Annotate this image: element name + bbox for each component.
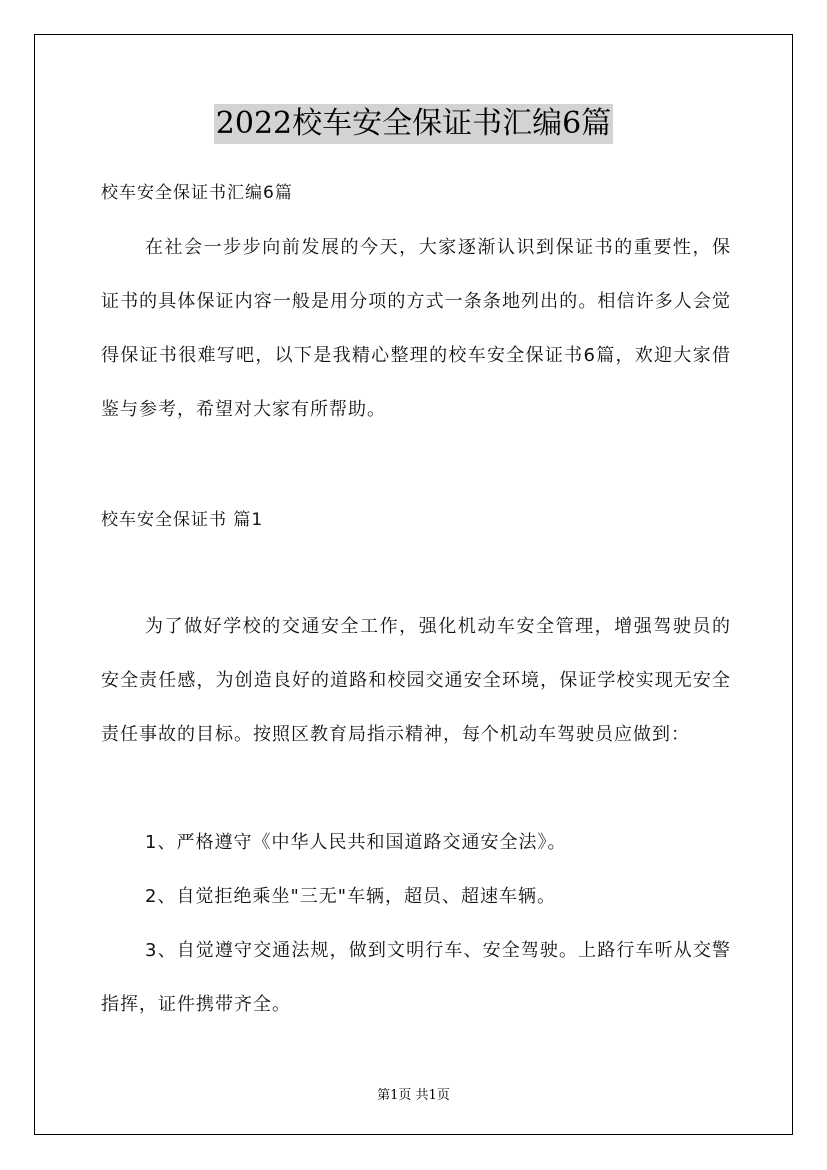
intro-paragraph: 在社会一步步向前发展的今天，大家逐渐认识到保证书的重要性，保证书的具体保证内容一般是用分项的方式一条条地列出的。相信许多人会觉得保证书很难写吧，以下是我精心整理的校车安全保证书6篇，欢迎大家借鉴与参考，希望对大家有所帮助。 — [101, 237, 731, 420]
list-item-2: 2、自觉拒绝乘坐"三无"车辆，超员、超速车辆。 — [145, 886, 557, 907]
document-title: 2022校车安全保证书汇编6篇 — [214, 104, 613, 144]
title-container — [0, 104, 827, 144]
section-heading: 校车安全保证书 篇1 — [101, 510, 264, 530]
document-subtitle: 校车安全保证书汇编6篇 — [101, 183, 293, 203]
list-item-3: 3、自觉遵守交通法规，做到文明行车、安全驾驶。上路行车听从交警指挥，证件携带齐全。 — [101, 940, 731, 1015]
page-footer: 第1页 共1页 — [377, 1088, 450, 1103]
list-item-1: 1、严格遵守《中华人民共和国道路交通安全法》。 — [145, 832, 567, 853]
body-paragraph: 为了做好学校的交通安全工作，强化机动车安全管理，增强驾驶员的安全责任感，为创造良好的道路和校园交通安全环境，保证学校实现无安全责任事故的目标。按照区教育局指示精神，每个机动车驾驶员应做到： — [101, 616, 731, 745]
